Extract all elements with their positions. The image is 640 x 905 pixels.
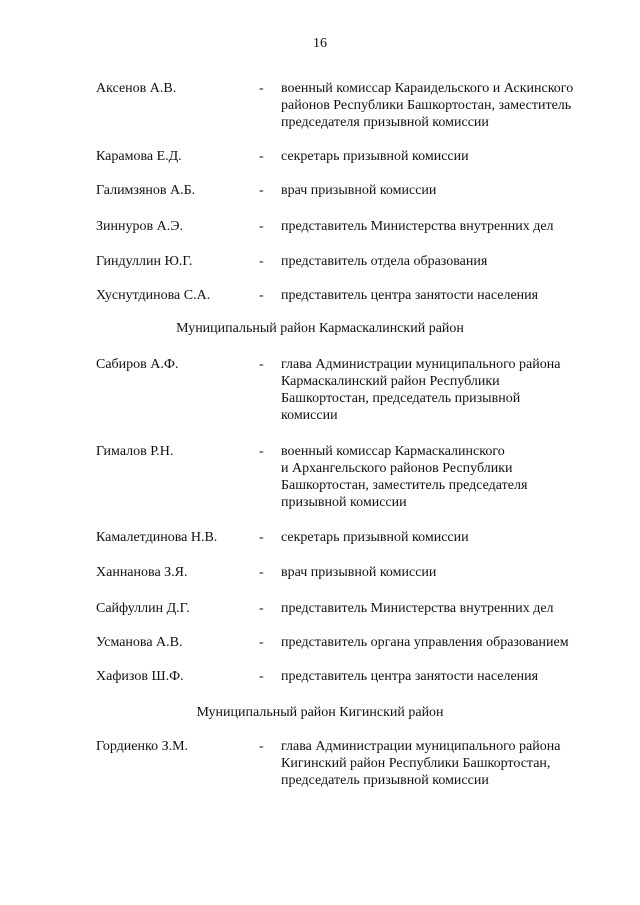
member-role: представитель центра занятости населения (281, 288, 539, 303)
member-name: Сайфуллин Д.Г. (96, 601, 190, 616)
dash: - (259, 601, 264, 616)
dash: - (259, 219, 264, 234)
district-heading: Муниципальный район Кигинский район (196, 705, 444, 720)
dash: - (259, 530, 264, 545)
dash: - (259, 739, 264, 754)
dash: - (259, 183, 264, 198)
dash: - (259, 288, 264, 303)
member-role: военный комиссар Караидельского и Аскинского районов Республики Башкортостан, заместитель председателя призывной комиссии (281, 81, 574, 130)
member-name: Хафизов Ш.Ф. (96, 669, 184, 684)
dash: - (259, 669, 264, 684)
district-heading: Муниципальный район Кармаскалинский район (176, 321, 464, 336)
member-name: Усманова А.В. (96, 635, 183, 650)
dash: - (259, 565, 264, 580)
member-name: Хуснутдинова С.А. (96, 288, 211, 303)
member-role: представитель отдела образования (281, 254, 488, 269)
member-name: Зиннуров А.Э. (96, 219, 183, 234)
member-role: врач призывной комиссии (281, 565, 437, 580)
member-name: Гиндуллин Ю.Г. (96, 254, 193, 269)
member-role: секретарь призывной комиссии (281, 530, 469, 545)
member-role: глава Администрации муниципального района Кармаскалинский район Республики Башкортостан, председатель призывной комиссии (281, 357, 561, 423)
member-role: представитель Министерства внутренних дел (281, 219, 554, 234)
page-number: 16 (313, 36, 327, 51)
member-name: Ханнанова З.Я. (96, 565, 188, 580)
member-role: представитель органа управления образованием (281, 635, 569, 650)
member-role: представитель центра занятости населения (281, 669, 539, 684)
member-role: глава Администрации муниципального района Кигинский район Республики Башкортостан, председатель призывной комиссии (281, 739, 561, 788)
member-role: военный комиссар Кармаскалинского и Архангельского районов Республики Башкортостан, заместитель председателя призывной комиссии (281, 444, 528, 510)
member-name: Гордиенко З.М. (96, 739, 189, 754)
member-name: Камалетдинова Н.В. (96, 530, 218, 545)
member-role: врач призывной комиссии (281, 183, 437, 198)
member-role: секретарь призывной комиссии (281, 149, 469, 164)
member-name: Галимзянов А.Б. (96, 183, 196, 198)
member-name: Карамова Е.Д. (96, 149, 182, 164)
dash: - (259, 149, 264, 164)
dash: - (259, 81, 264, 96)
member-name: Гималов Р.Н. (96, 444, 174, 459)
dash: - (259, 635, 264, 650)
member-name: Аксенов А.В. (96, 81, 177, 96)
dash: - (259, 357, 264, 372)
dash: - (259, 444, 264, 459)
member-name: Сабиров А.Ф. (96, 357, 179, 372)
member-role: представитель Министерства внутренних дел (281, 601, 554, 616)
dash: - (259, 254, 264, 269)
